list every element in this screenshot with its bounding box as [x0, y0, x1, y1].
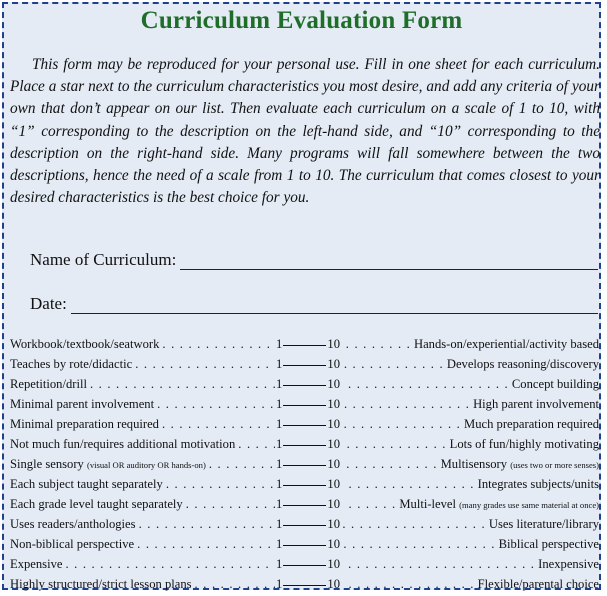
criteria-row	[10, 494, 599, 514]
left-label: Minimal preparation required	[10, 417, 159, 431]
left-label: Uses readers/anthologies	[10, 517, 136, 531]
scale-line	[283, 525, 326, 526]
rating-scale[interactable]	[276, 574, 340, 594]
left-descriptor	[10, 354, 275, 374]
criteria-row	[10, 394, 599, 414]
left-descriptor	[10, 574, 275, 594]
criteria-list	[10, 334, 599, 594]
scale-high: 10	[327, 397, 340, 411]
rating-scale[interactable]	[276, 374, 340, 394]
left-label: Non-biblical perspective	[10, 537, 135, 551]
right-label: Biblical perspective	[498, 537, 599, 551]
right-label: Hands-on/experiential/activity based	[414, 337, 599, 351]
left-label: Each subject taught separately	[10, 477, 163, 491]
left-descriptor	[10, 474, 275, 494]
date-label: Date:	[30, 294, 67, 313]
criteria-row	[10, 534, 599, 554]
left-descriptor	[10, 534, 275, 554]
rating-scale[interactable]	[276, 454, 340, 474]
leader-dots	[166, 474, 275, 494]
scale-high: 10	[327, 577, 340, 591]
scale-line	[283, 365, 326, 366]
leader-dots	[195, 574, 275, 594]
scale-line	[283, 385, 326, 386]
leader-dots	[343, 514, 486, 534]
right-label: Multi-level	[399, 497, 457, 511]
leader-dots	[343, 414, 461, 434]
criteria-row	[10, 354, 599, 374]
rating-scale[interactable]	[276, 554, 340, 574]
criteria-row	[10, 434, 599, 454]
right-label: Develops reasoning/discovery	[446, 357, 599, 371]
right-label: High parent involvement	[473, 397, 599, 411]
right-label: Multisensory	[440, 457, 508, 471]
right-label: Flexible/parental choice	[477, 577, 599, 591]
leader-dots	[343, 394, 470, 414]
scale-high: 10	[327, 537, 340, 551]
right-descriptor	[343, 494, 599, 515]
criteria-row	[10, 334, 599, 354]
left-descriptor	[10, 374, 275, 394]
scale-high: 10	[327, 477, 340, 491]
leader-dots	[157, 394, 275, 414]
criteria-row	[10, 554, 599, 574]
leader-dots	[343, 374, 509, 394]
date-line[interactable]	[71, 297, 598, 314]
right-descriptor	[343, 574, 599, 594]
scale-line	[283, 485, 326, 486]
scale-high: 10	[327, 457, 340, 471]
scale-high: 10	[327, 417, 340, 431]
left-descriptor	[10, 494, 275, 514]
curriculum-name-field[interactable]	[30, 248, 598, 270]
curriculum-name-label: Name of Curriculum:	[30, 250, 177, 269]
criteria-row	[10, 574, 599, 594]
leader-dots	[162, 334, 275, 354]
left-label: Repetition/drill	[10, 377, 87, 391]
leader-dots	[209, 454, 275, 475]
scale-line	[283, 445, 326, 446]
scale-low: 1	[276, 537, 283, 551]
scale-line	[283, 565, 326, 566]
leader-dots	[343, 354, 444, 374]
rating-scale[interactable]	[276, 474, 340, 494]
criteria-row	[10, 454, 599, 474]
right-label: Lots of fun/highly motivating	[449, 437, 599, 451]
leader-dots	[343, 434, 447, 454]
left-label: Teaches by rote/didactic	[10, 357, 133, 371]
leader-dots	[343, 334, 411, 354]
scale-low: 1	[276, 497, 283, 511]
right-descriptor	[343, 434, 599, 454]
left-note: (visual OR auditory OR hands-on)	[86, 460, 206, 470]
rating-scale[interactable]	[276, 334, 340, 354]
leader-dots	[343, 454, 438, 475]
leader-dots	[343, 534, 496, 554]
left-descriptor	[10, 334, 275, 354]
form-instructions: This form may be reproduced for your personal use. Fill in one sheet for each curriculum. Place a star next to the curriculum characteristics you most desire, and add any criteria of your own that don’t appear on our list. Then evaluate each curriculum on a scale of 1 to 10, with “1” corresponding to the description on the left-hand side, and “10” corresponding to the description on the right-hand side. Many programs will fall somewhere between the two descriptions, hence the need of a scale from 1 to 10. The curriculum that comes closest to your desired characteristics is the best choice for you.	[10, 56, 600, 207]
scale-low: 1	[276, 337, 283, 351]
right-label: Much preparation required	[464, 417, 599, 431]
right-descriptor	[343, 474, 599, 494]
scale-high: 10	[327, 337, 340, 351]
rating-scale[interactable]	[276, 394, 340, 414]
leader-dots	[238, 434, 275, 454]
left-descriptor	[10, 394, 275, 414]
rating-scale[interactable]	[276, 354, 340, 374]
scale-low: 1	[276, 477, 283, 491]
right-note: (uses two or more senses)	[510, 460, 599, 470]
right-label: Integrates subjects/units	[477, 477, 599, 491]
criteria-row	[10, 514, 599, 534]
curriculum-name-line[interactable]	[180, 253, 598, 270]
right-note: (many grades use same material at once)	[459, 500, 599, 510]
scale-line	[283, 545, 326, 546]
left-label: Expensive	[10, 557, 63, 571]
scale-line	[283, 505, 326, 506]
right-descriptor	[343, 534, 599, 554]
leader-dots	[139, 514, 275, 534]
scale-low: 1	[276, 397, 283, 411]
date-field[interactable]	[30, 292, 598, 314]
scale-line	[283, 585, 326, 586]
scale-line	[283, 465, 326, 466]
criteria-row	[10, 414, 599, 434]
left-label: Not much fun/requires additional motivation	[10, 437, 236, 451]
left-descriptor	[10, 514, 275, 534]
scale-low: 1	[276, 417, 283, 431]
leader-dots	[343, 574, 475, 594]
scale-low: 1	[276, 357, 283, 371]
scale-low: 1	[276, 377, 283, 391]
scale-line	[283, 345, 326, 346]
scale-high: 10	[327, 357, 340, 371]
right-descriptor	[343, 414, 599, 434]
scale-line	[283, 425, 326, 426]
rating-scale[interactable]	[276, 414, 340, 434]
scale-low: 1	[276, 457, 283, 471]
leader-dots	[65, 554, 275, 574]
evaluation-form	[2, 2, 601, 590]
left-descriptor	[10, 434, 275, 454]
right-descriptor	[343, 334, 599, 354]
left-descriptor	[10, 454, 275, 475]
scale-high: 10	[327, 497, 340, 511]
leader-dots	[135, 354, 275, 374]
scale-low: 1	[276, 437, 283, 451]
leader-dots	[343, 494, 396, 515]
right-label: Inexpensive	[538, 557, 599, 571]
left-descriptor	[10, 554, 275, 574]
right-descriptor	[343, 394, 599, 414]
rating-scale[interactable]	[276, 514, 340, 534]
scale-low: 1	[276, 517, 283, 531]
scale-high: 10	[327, 377, 340, 391]
right-descriptor	[343, 354, 599, 374]
scale-high: 10	[327, 517, 340, 531]
right-descriptor	[343, 514, 599, 534]
left-label: Minimal parent involvement	[10, 397, 155, 411]
leader-dots	[162, 414, 275, 434]
leader-dots	[186, 494, 275, 514]
rating-scale[interactable]	[276, 494, 340, 514]
left-label: Highly structured/strict lesson plans	[10, 577, 192, 591]
right-descriptor	[343, 374, 599, 394]
rating-scale[interactable]	[276, 534, 340, 554]
left-label: Single sensory	[10, 457, 84, 471]
left-label: Workbook/textbook/seatwork	[10, 337, 160, 351]
right-label: Uses literature/library	[488, 517, 599, 531]
form-title: Curriculum Evaluation Form	[140, 7, 463, 34]
scale-low: 1	[276, 557, 283, 571]
leader-dots	[343, 554, 535, 574]
scale-high: 10	[327, 437, 340, 451]
right-descriptor	[343, 554, 599, 574]
rating-scale[interactable]	[276, 434, 340, 454]
leader-dots	[137, 534, 275, 554]
right-label: Concept building	[511, 377, 599, 391]
left-descriptor	[10, 414, 275, 434]
scale-high: 10	[327, 557, 340, 571]
leader-dots	[90, 374, 275, 394]
left-label: Each grade level taught separately	[10, 497, 183, 511]
leader-dots	[343, 474, 475, 494]
scale-low: 1	[276, 577, 283, 591]
right-descriptor	[343, 454, 599, 475]
criteria-row	[10, 374, 599, 394]
scale-line	[283, 405, 326, 406]
criteria-row	[10, 474, 599, 494]
